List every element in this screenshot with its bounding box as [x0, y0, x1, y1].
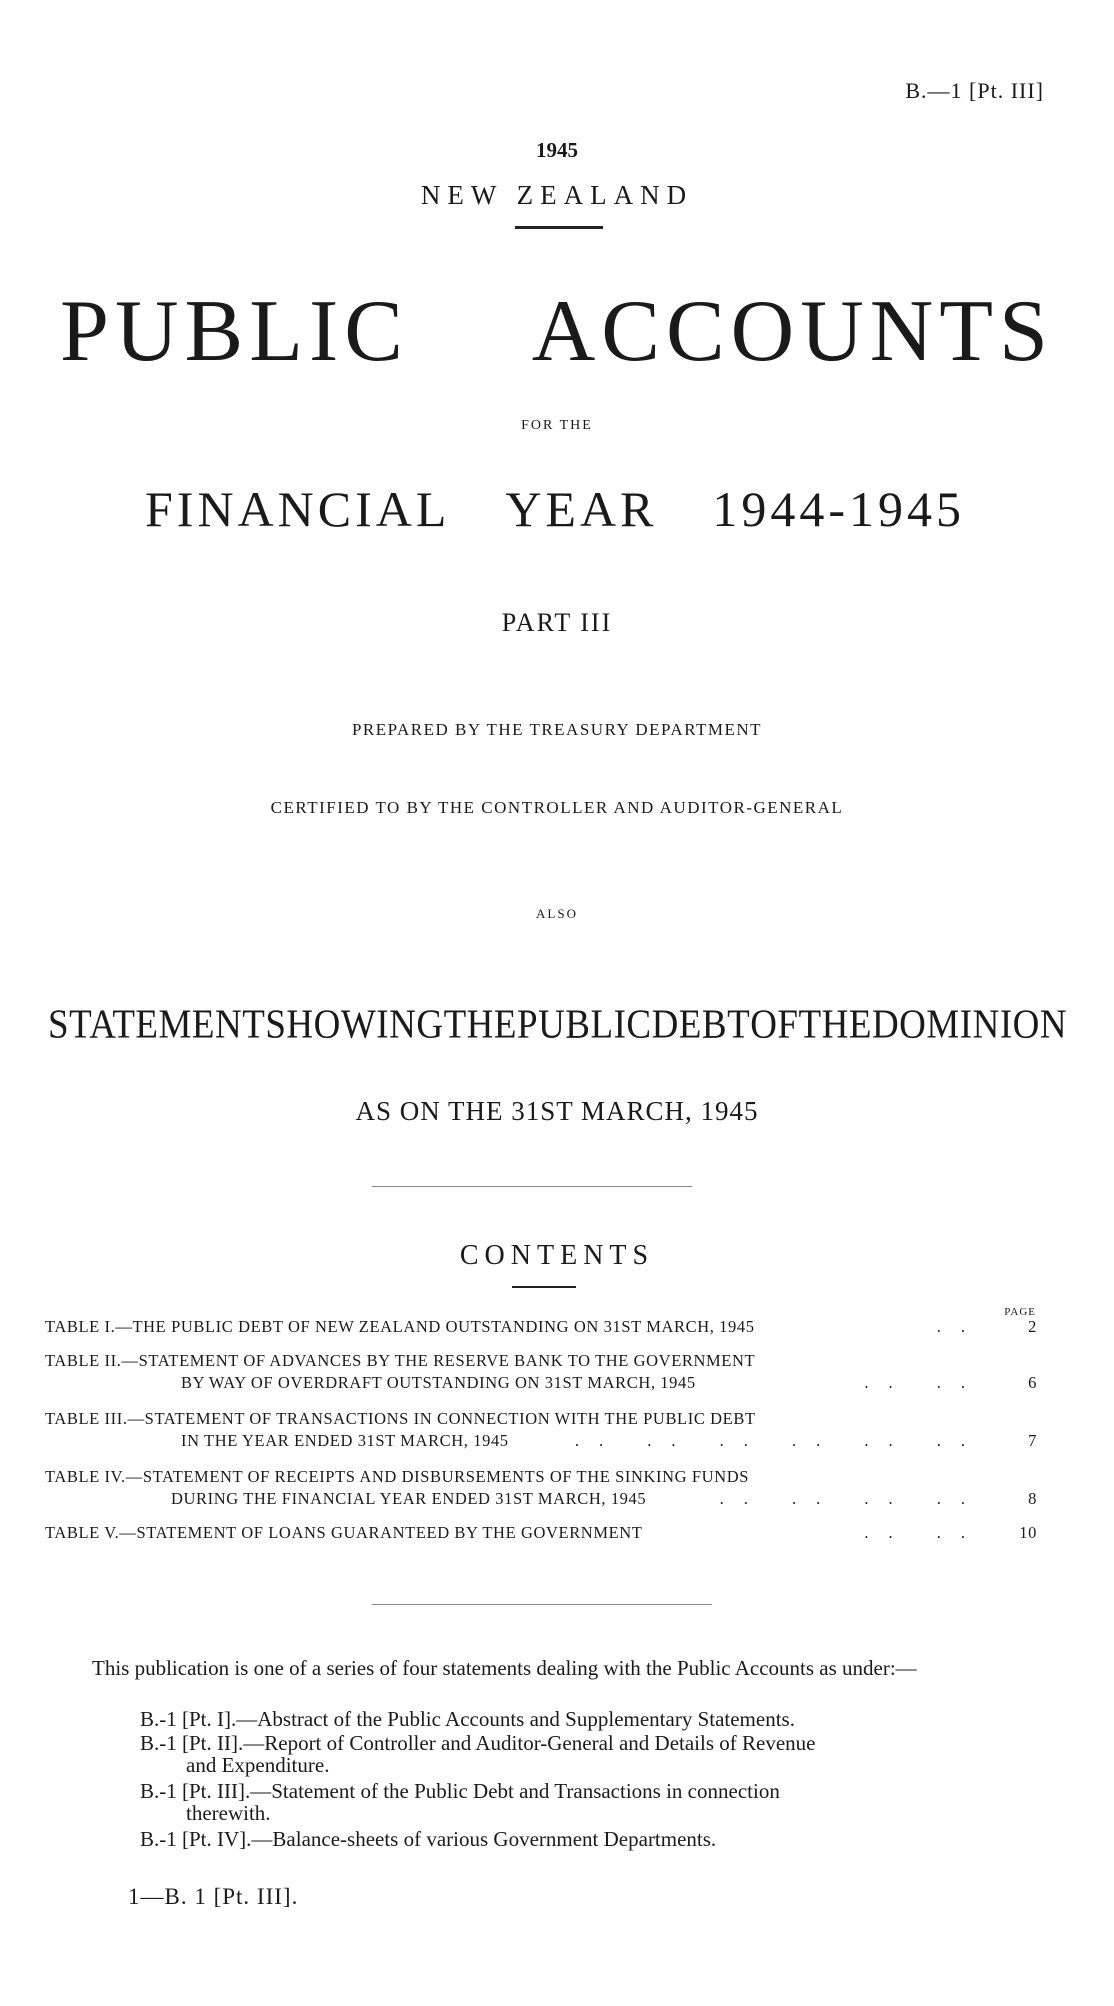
for-the-label: FOR THE — [521, 418, 593, 433]
series-item-text: B.-1 [Pt. I].—Abstract of the Public Accounts and Supplementary Statements. — [140, 1707, 795, 1731]
series-item-text: B.-1 [Pt. III].—Statement of the Public Debt and Transactions in connection — [140, 1779, 780, 1803]
prepared-by: PREPARED BY THE TREASURY DEPARTMENT — [351, 720, 763, 739]
series-item — [140, 1732, 1040, 1776]
toc-page-number: 6 — [1028, 1373, 1037, 1392]
footer-reference: 1—B. 1 [Pt. III]. — [128, 1884, 299, 1909]
toc-entry-title: TABLE II.—STATEMENT OF ADVANCES BY THE RESERVE BANK TO THE GOVERNMENT — [45, 1351, 756, 1370]
toc-entry-title: TABLE IV.—STATEMENT OF RECEIPTS AND DISBURSEMENTS OF THE SINKING FUNDS — [45, 1467, 750, 1486]
leader-dots: .. — [936, 1317, 985, 1336]
toc-entry[interactable] — [45, 1316, 1045, 1338]
toc-entry[interactable] — [45, 1350, 1045, 1394]
statement-word: SHOWING — [265, 1001, 444, 1048]
intro-text: This publication is one of a series of four statements dealing with the Public Accounts as under:— — [92, 1656, 917, 1680]
leader-dots: .. .. — [864, 1523, 985, 1542]
page-column-label: PAGE — [1004, 1306, 1036, 1318]
statement-word: DOMINION — [871, 1001, 1068, 1048]
statement-word: THE — [798, 1001, 872, 1048]
statement-title — [48, 1001, 1068, 1048]
contents-heading: CONTENTS — [459, 1240, 655, 1271]
toc-entry[interactable] — [45, 1522, 1045, 1544]
title-word: ACCOUNTS — [531, 283, 1054, 380]
also-label: ALSO — [536, 906, 578, 921]
series-item-continuation: and Expenditure. — [186, 1753, 330, 1777]
toc-page-number: 7 — [1028, 1431, 1037, 1450]
divider-rule — [515, 226, 603, 229]
toc-page-number: 2 — [1028, 1317, 1037, 1336]
fy-word: FINANCIAL — [145, 481, 451, 537]
country-heading: NEW ZEALAND — [420, 180, 694, 210]
toc-page-number: 10 — [1019, 1523, 1037, 1542]
publication-year: 1945 — [536, 138, 578, 162]
series-item — [140, 1708, 1040, 1730]
statement-word: STATEMENT — [48, 1001, 266, 1048]
toc-entry[interactable] — [45, 1408, 1045, 1452]
leader-dots: .. .. .. .. .. .. — [574, 1431, 985, 1450]
statement-word: OF — [750, 1001, 799, 1048]
title-word: PUBLIC — [60, 283, 409, 380]
divider-rule — [372, 1186, 692, 1187]
toc-entry-title: TABLE III.—STATEMENT OF TRANSACTIONS IN CONNECTION WITH THE PUBLIC DEBT — [45, 1409, 756, 1428]
intro-paragraph — [44, 1656, 1034, 1680]
fy-word: YEAR — [505, 481, 658, 537]
divider-rule — [372, 1604, 712, 1605]
statement-word: THE — [443, 1001, 517, 1048]
financial-year-title — [145, 481, 965, 537]
statement-word: DEBT — [651, 1001, 751, 1048]
divider-rule — [512, 1286, 576, 1288]
toc-entry-continuation: IN THE YEAR ENDED 31ST MARCH, 1945 — [181, 1431, 509, 1450]
document-reference: B.—1 [Pt. III] — [905, 78, 1044, 103]
series-item-text: B.-1 [Pt. II].—Report of Controller and Auditor-General and Details of Revenue — [140, 1731, 816, 1755]
statement-word: PUBLIC — [517, 1001, 652, 1048]
series-item — [140, 1828, 1040, 1850]
toc-entry[interactable] — [45, 1466, 1045, 1510]
part-heading: PART III — [501, 608, 613, 637]
fy-word: 1944-1945 — [712, 481, 965, 537]
leader-dots: .. .. — [864, 1373, 985, 1392]
as-on-date: AS ON THE 31ST MARCH, 1945 — [355, 1096, 759, 1126]
series-item — [140, 1780, 1040, 1824]
certified-by: CERTIFIED TO BY THE CONTROLLER AND AUDITOR-GENERAL — [270, 798, 844, 817]
leader-dots: .. .. .. .. — [719, 1489, 985, 1508]
toc-entry-title: TABLE V.—STATEMENT OF LOANS GUARANTEED BY THE GOVERNMENT — [45, 1523, 643, 1542]
series-item-continuation: therewith. — [186, 1801, 271, 1825]
main-title — [60, 283, 1054, 380]
toc-entry-continuation: BY WAY OF OVERDRAFT OUTSTANDING ON 31ST MARCH, 1945 — [181, 1373, 696, 1392]
toc-entry-continuation: DURING THE FINANCIAL YEAR ENDED 31ST MARCH, 1945 — [171, 1489, 647, 1508]
series-item-text: B.-1 [Pt. IV].—Balance-sheets of various Government Departments. — [140, 1827, 717, 1851]
toc-entry-title: TABLE I.—THE PUBLIC DEBT OF NEW ZEALAND OUTSTANDING ON 31ST MARCH, 1945 — [45, 1317, 755, 1336]
toc-page-number: 8 — [1028, 1489, 1037, 1508]
